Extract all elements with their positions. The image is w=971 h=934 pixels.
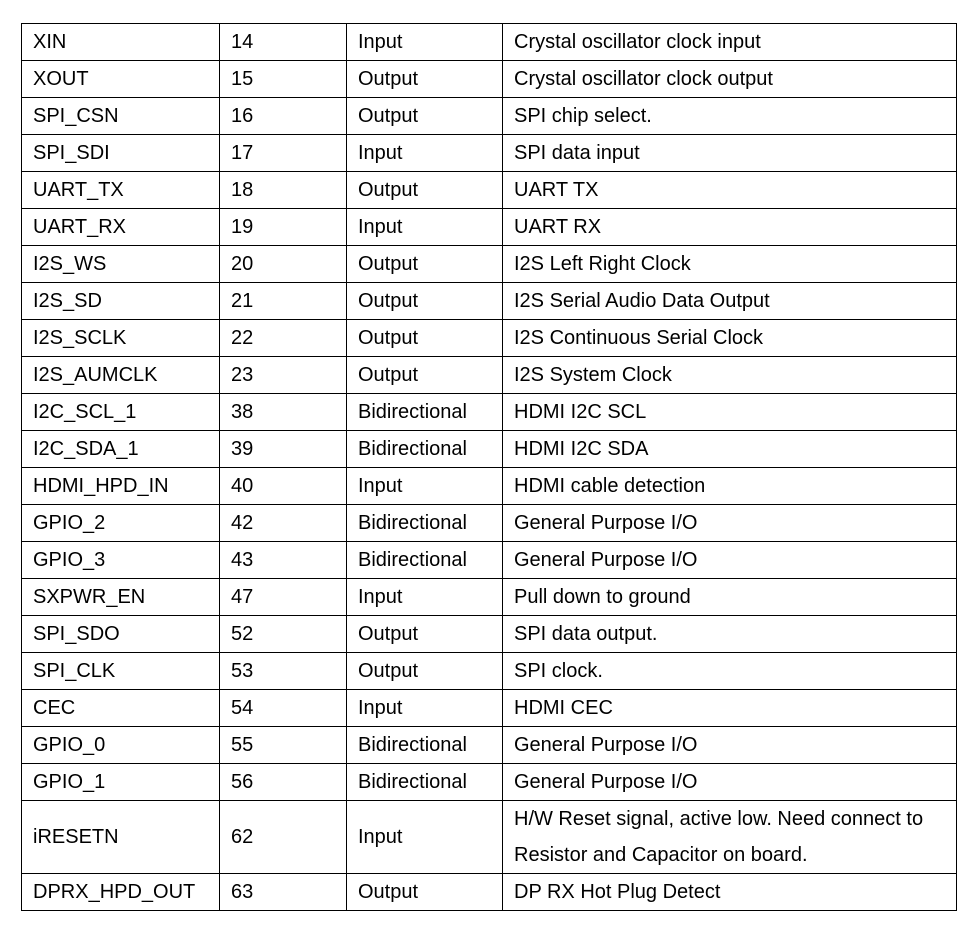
pin-description-cell: General Purpose I/O [503, 727, 957, 764]
pin-type-cell: Input [347, 690, 503, 727]
pin-number-cell: 55 [220, 727, 347, 764]
pin-description-cell: I2S System Clock [503, 357, 957, 394]
pin-description-cell: HDMI cable detection [503, 468, 957, 505]
pin-name-cell: XOUT [22, 61, 220, 98]
pin-number-cell: 42 [220, 505, 347, 542]
pin-name-cell: SPI_SDO [22, 616, 220, 653]
pin-name-cell: SXPWR_EN [22, 579, 220, 616]
table-row [22, 246, 957, 283]
pin-type-cell: Input [347, 24, 503, 61]
table-row [22, 135, 957, 172]
pin-type-cell: Input [347, 135, 503, 172]
pin-type-cell: Output [347, 172, 503, 209]
pin-type-cell: Bidirectional [347, 727, 503, 764]
pin-number-cell: 39 [220, 431, 347, 468]
table-row [22, 579, 957, 616]
pin-type-cell: Bidirectional [347, 431, 503, 468]
table-row [22, 431, 957, 468]
pin-type-cell: Bidirectional [347, 764, 503, 801]
pin-description-cell: UART TX [503, 172, 957, 209]
pin-name-cell: GPIO_3 [22, 542, 220, 579]
pin-number-cell: 40 [220, 468, 347, 505]
pin-description-cell: General Purpose I/O [503, 505, 957, 542]
pin-name-cell: SPI_CLK [22, 653, 220, 690]
pin-name-cell: UART_TX [22, 172, 220, 209]
pin-table-body [22, 24, 957, 911]
pin-number-cell: 23 [220, 357, 347, 394]
pin-description-table [21, 23, 957, 911]
pin-type-cell: Input [347, 579, 503, 616]
pin-type-cell: Bidirectional [347, 394, 503, 431]
pin-type-cell: Output [347, 98, 503, 135]
table-row [22, 24, 957, 61]
pin-name-cell: GPIO_1 [22, 764, 220, 801]
pin-description-cell: Crystal oscillator clock output [503, 61, 957, 98]
table-row [22, 357, 957, 394]
pin-number-cell: 14 [220, 24, 347, 61]
pin-number-cell: 52 [220, 616, 347, 653]
pin-number-cell: 56 [220, 764, 347, 801]
pin-number-cell: 43 [220, 542, 347, 579]
pin-name-cell: UART_RX [22, 209, 220, 246]
pin-number-cell: 53 [220, 653, 347, 690]
pin-description-cell: SPI data output. [503, 616, 957, 653]
pin-name-cell: I2S_WS [22, 246, 220, 283]
pin-description-cell: SPI data input [503, 135, 957, 172]
table-row [22, 764, 957, 801]
pin-type-cell: Output [347, 874, 503, 911]
pin-description-cell: UART RX [503, 209, 957, 246]
pin-type-cell: Input [347, 801, 503, 874]
pin-number-cell: 20 [220, 246, 347, 283]
table-row [22, 542, 957, 579]
table-row [22, 801, 957, 874]
pin-name-cell: I2C_SCL_1 [22, 394, 220, 431]
pin-number-cell: 16 [220, 98, 347, 135]
table-row [22, 505, 957, 542]
pin-name-cell: I2S_SD [22, 283, 220, 320]
table-row [22, 874, 957, 911]
pin-name-cell: GPIO_0 [22, 727, 220, 764]
pin-type-cell: Output [347, 283, 503, 320]
pin-number-cell: 63 [220, 874, 347, 911]
table-row [22, 468, 957, 505]
pin-description-cell: HDMI CEC [503, 690, 957, 727]
pin-name-cell: HDMI_HPD_IN [22, 468, 220, 505]
pin-number-cell: 19 [220, 209, 347, 246]
pin-description-cell: I2S Left Right Clock [503, 246, 957, 283]
pin-number-cell: 54 [220, 690, 347, 727]
pin-number-cell: 22 [220, 320, 347, 357]
pin-type-cell: Output [347, 616, 503, 653]
table-row [22, 98, 957, 135]
pin-name-cell: iRESETN [22, 801, 220, 874]
table-row [22, 690, 957, 727]
table-row [22, 394, 957, 431]
table-row [22, 727, 957, 764]
pin-name-cell: I2C_SDA_1 [22, 431, 220, 468]
table-row [22, 209, 957, 246]
pin-number-cell: 21 [220, 283, 347, 320]
table-row [22, 172, 957, 209]
pin-type-cell: Bidirectional [347, 505, 503, 542]
pin-type-cell: Input [347, 468, 503, 505]
pin-description-cell: HDMI I2C SDA [503, 431, 957, 468]
pin-description-cell: H/W Reset signal, active low. Need connect to Resistor and Capacitor on board. [503, 801, 957, 874]
pin-type-cell: Output [347, 61, 503, 98]
pin-description-cell: HDMI I2C SCL [503, 394, 957, 431]
pin-name-cell: DPRX_HPD_OUT [22, 874, 220, 911]
pin-number-cell: 38 [220, 394, 347, 431]
pin-description-cell: General Purpose I/O [503, 542, 957, 579]
pin-name-cell: CEC [22, 690, 220, 727]
pin-description-cell: SPI clock. [503, 653, 957, 690]
pin-description-cell: DP RX Hot Plug Detect [503, 874, 957, 911]
pin-type-cell: Output [347, 320, 503, 357]
pin-name-cell: XIN [22, 24, 220, 61]
pin-description-cell: Crystal oscillator clock input [503, 24, 957, 61]
pin-name-cell: SPI_CSN [22, 98, 220, 135]
table-row [22, 653, 957, 690]
pin-name-cell: SPI_SDI [22, 135, 220, 172]
pin-type-cell: Output [347, 653, 503, 690]
pin-type-cell: Bidirectional [347, 542, 503, 579]
pin-name-cell: I2S_AUMCLK [22, 357, 220, 394]
pin-number-cell: 47 [220, 579, 347, 616]
pin-number-cell: 15 [220, 61, 347, 98]
table-row [22, 616, 957, 653]
table-row [22, 320, 957, 357]
pin-number-cell: 17 [220, 135, 347, 172]
table-row [22, 283, 957, 320]
pin-description-cell: General Purpose I/O [503, 764, 957, 801]
pin-type-cell: Output [347, 246, 503, 283]
pin-name-cell: GPIO_2 [22, 505, 220, 542]
pin-number-cell: 18 [220, 172, 347, 209]
table-row [22, 61, 957, 98]
pin-number-cell: 62 [220, 801, 347, 874]
pin-description-cell: SPI chip select. [503, 98, 957, 135]
pin-name-cell: I2S_SCLK [22, 320, 220, 357]
pin-type-cell: Input [347, 209, 503, 246]
pin-description-cell: I2S Serial Audio Data Output [503, 283, 957, 320]
pin-type-cell: Output [347, 357, 503, 394]
pin-description-cell: I2S Continuous Serial Clock [503, 320, 957, 357]
pin-description-cell: Pull down to ground [503, 579, 957, 616]
